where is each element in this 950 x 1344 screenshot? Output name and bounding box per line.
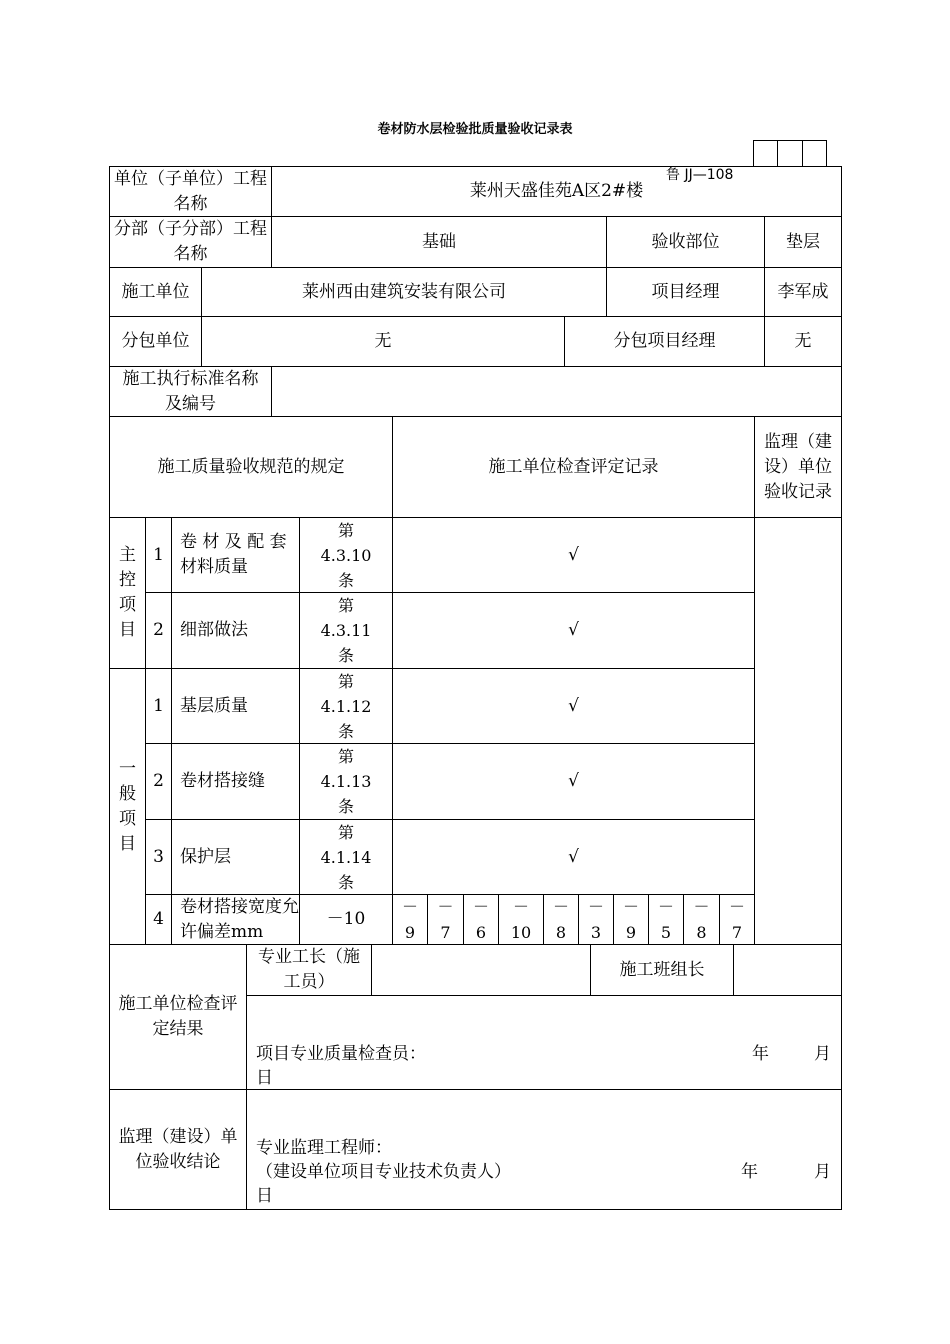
main-item-no: 1 (153, 544, 164, 565)
spec-header: 施工质量验收规范的规定 (157, 456, 345, 477)
team-leader-value (734, 945, 841, 995)
foreman-value (372, 945, 590, 995)
accept-part-value: 垫层 (786, 231, 820, 252)
sub-pm-label: 分包项目经理 (613, 331, 716, 351)
measurement-cell: －8 (553, 896, 570, 942)
general-item-no: 1 (153, 695, 164, 716)
general-item-name: 卷材搭接缝 (180, 771, 265, 791)
main-items-group: 主控项目 (119, 545, 136, 640)
accept-part-label: 验收部位 (651, 231, 720, 252)
main-item-clause: 第4.3.10条 (320, 520, 372, 590)
general-item-check: √ (568, 695, 579, 716)
main-item-clause: 第4.3.11条 (320, 596, 372, 665)
division-label: 分部（子分部）工程名称 (114, 219, 267, 264)
measurement-cell: －3 (588, 896, 605, 942)
measurement-cell: －9 (623, 896, 640, 942)
contractor-label: 施工单位 (121, 281, 190, 302)
measurement-cell: －10 (510, 896, 532, 942)
sub-value: 无 (374, 331, 392, 351)
standard-value (272, 367, 841, 416)
contractor-result-label: 施工单位检查评定结果 (118, 994, 238, 1039)
inspector-label: 项目专业质量检查员： (256, 1044, 426, 1064)
form-title: 卷材防水层检验批质量验收记录表 (377, 122, 573, 137)
measurement-cell: －7 (437, 896, 454, 942)
unit-label: 单位（子单位）工程名称 (114, 168, 267, 214)
standard-label: 施工执行标准名称及编号 (122, 368, 259, 414)
record-header: 施工单位检查评定记录 (488, 456, 659, 477)
main-item-check: √ (568, 620, 579, 640)
engineer-label: 专业监理工程师： (256, 1138, 392, 1158)
tolerance-item-no: 4 (153, 909, 164, 929)
pm-value: 李军成 (777, 281, 829, 302)
day-label: 日 (256, 1186, 273, 1206)
unit-value: 莱州天盛佳苑A区2#楼 (469, 181, 644, 201)
measurement-cell: －9 (402, 896, 419, 942)
foreman-label: 专业工长（施工员） (258, 947, 360, 992)
division-value: 基础 (422, 231, 456, 252)
general-item-clause: 第4.1.12条 (320, 671, 372, 741)
pm-label: 项目经理 (651, 281, 720, 302)
code-boxes (753, 140, 827, 166)
owner-label: （建设单位项目专业技术负责人） (256, 1162, 511, 1182)
supervision-header: 监理（建设）单位验收记录 (764, 431, 832, 502)
month-label: 月 (814, 1044, 831, 1064)
measurement-cell: －5 (658, 896, 675, 942)
general-items-group: 一般项目 (119, 758, 136, 854)
day-label: 日 (256, 1068, 273, 1088)
month-label: 月 (814, 1162, 831, 1182)
form-code: 鲁 JJ—108 (666, 167, 734, 183)
general-item-no: 2 (153, 771, 164, 791)
sub-pm-value: 无 (794, 331, 812, 351)
sub-label: 分包单位 (121, 331, 190, 351)
team-leader-label: 施工班组长 (619, 959, 705, 980)
supervision-result-label: 监理（建设）单位验收结论 (118, 1126, 238, 1172)
general-item-clause: 第4.1.14条 (320, 822, 372, 892)
main-item-name: 细部做法 (180, 620, 248, 640)
main-item-check: √ (568, 544, 579, 565)
year-label: 年 (752, 1044, 769, 1064)
general-item-name: 保护层 (180, 846, 231, 867)
contractor-value: 莱州西由建筑安装有限公司 (302, 281, 506, 302)
measurement-cell: －7 (729, 896, 746, 942)
main-item-name: 卷 材 及 配 套材料质量 (180, 532, 287, 577)
general-item-no: 3 (153, 846, 164, 867)
measurement-cell: －6 (473, 896, 490, 942)
tolerance-item-name: 卷材搭接宽度允许偏差mm (180, 896, 299, 942)
main-item-no: 2 (153, 620, 164, 640)
tolerance-limit: －10 (326, 909, 366, 929)
general-item-check: √ (568, 846, 579, 867)
measurement-cell: －8 (693, 896, 710, 942)
general-item-name: 基层质量 (180, 695, 248, 716)
general-item-check: √ (568, 771, 579, 791)
general-item-clause: 第4.1.13条 (320, 747, 372, 816)
year-label: 年 (741, 1162, 758, 1182)
